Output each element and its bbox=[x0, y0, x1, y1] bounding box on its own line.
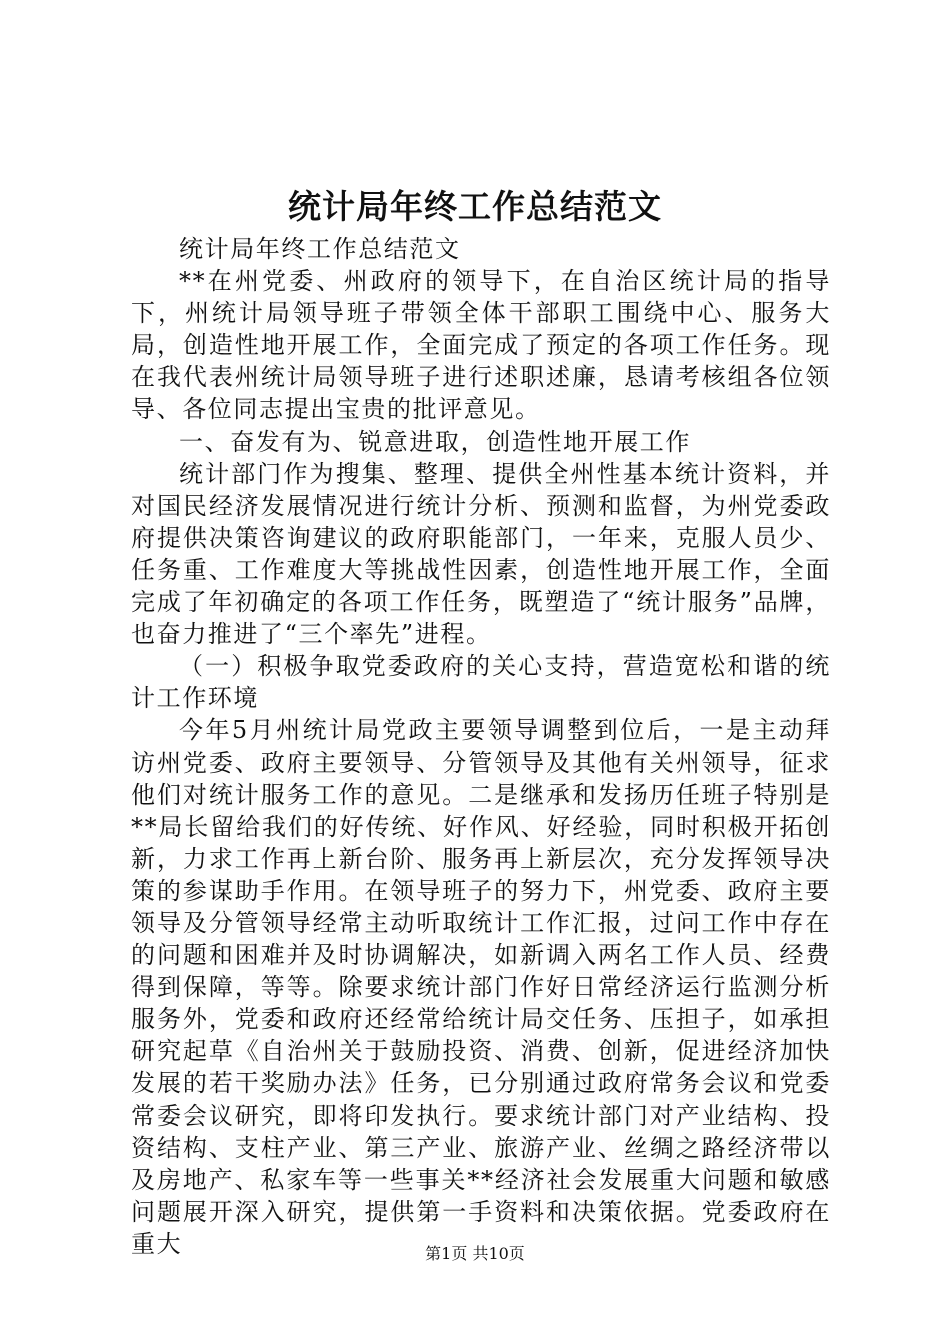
document-body bbox=[131, 233, 831, 1260]
paragraph-intro: **在州党委、州政府的领导下，在自治区统计局的指导下，州统计局领导班子带领全体干部职工围绕中心、服务大局，创造性地开展工作，全面完成了预定的各项工作任务。现在我代表州统计局领导班子进行述职述廉，恳请考核组各位领导、各位同志提出宝贵的批评意见。 bbox=[131, 267, 831, 424]
section-heading-1: 一、奋发有为、锐意进取，创造性地开展工作 bbox=[179, 427, 691, 456]
page-footer: 第1页 共10页 bbox=[425, 1244, 525, 1263]
paragraph-details: 今年5月州统计局党政主要领导调整到位后，一是主动拜访州党委、政府主要领导、分管领导及其他有关州领导，征求他们对统计服务工作的意见。二是继承和发扬历任班子特别是**局长留给我们的好传统、好作风、好经验，同时积极开拓创新，力求工作再上新台阶、服务再上新层次，充分发挥领导决策的参谋助手作用。在领导班子的努力下，州党委、政府主要领导及分管领导经常主动听取统计工作汇报，过问工作中存在的问题和困难并及时协调解决，如新调入两名工作人员、经费得到保障，等等。除要求统计部门作好日常经济运行监测分析服务外，党委和政府还经常给统计局交任务、压担子，如承担研究起草《自治州关于鼓励投资、消费、创新，促进经济加快发展的若干奖励办法》任务，已分别通过政府常务会议和党委常委会议研究，即将印发执行。要求统计部门对产业结构、投资结构、支柱产业、第三产业、旅游产业、丝绸之路经济带以及房地产、私家车等一些事关**经济社会发展重大问题和敏感问题展开深入研究，提供第一手资料和决策依据。党委政府在重大 bbox=[131, 716, 831, 1258]
subsection-heading-1: （一）积极争取党委政府的关心支持，营造宽松和谐的统计工作环境 bbox=[131, 652, 831, 713]
paragraph-heading-repeat: 统计局年终工作总结范文 bbox=[179, 235, 461, 263]
paragraph-overview: 统计部门作为搜集、整理、提供全州性基本统计资料，并对国民经济发展情况进行统计分析、预测和监督，为州党委政府提供决策咨询建议的政府职能部门，一年来，克服人员少、任务重、工作难度大等挑战性因素，创造性地开展工作，全面完成了年初确定的各项工作任务，既塑造了“统计服务”品牌，也奋力推进了“三个率先”进程。 bbox=[131, 459, 831, 649]
document-title: 统计局年终工作总结范文 bbox=[288, 187, 662, 226]
